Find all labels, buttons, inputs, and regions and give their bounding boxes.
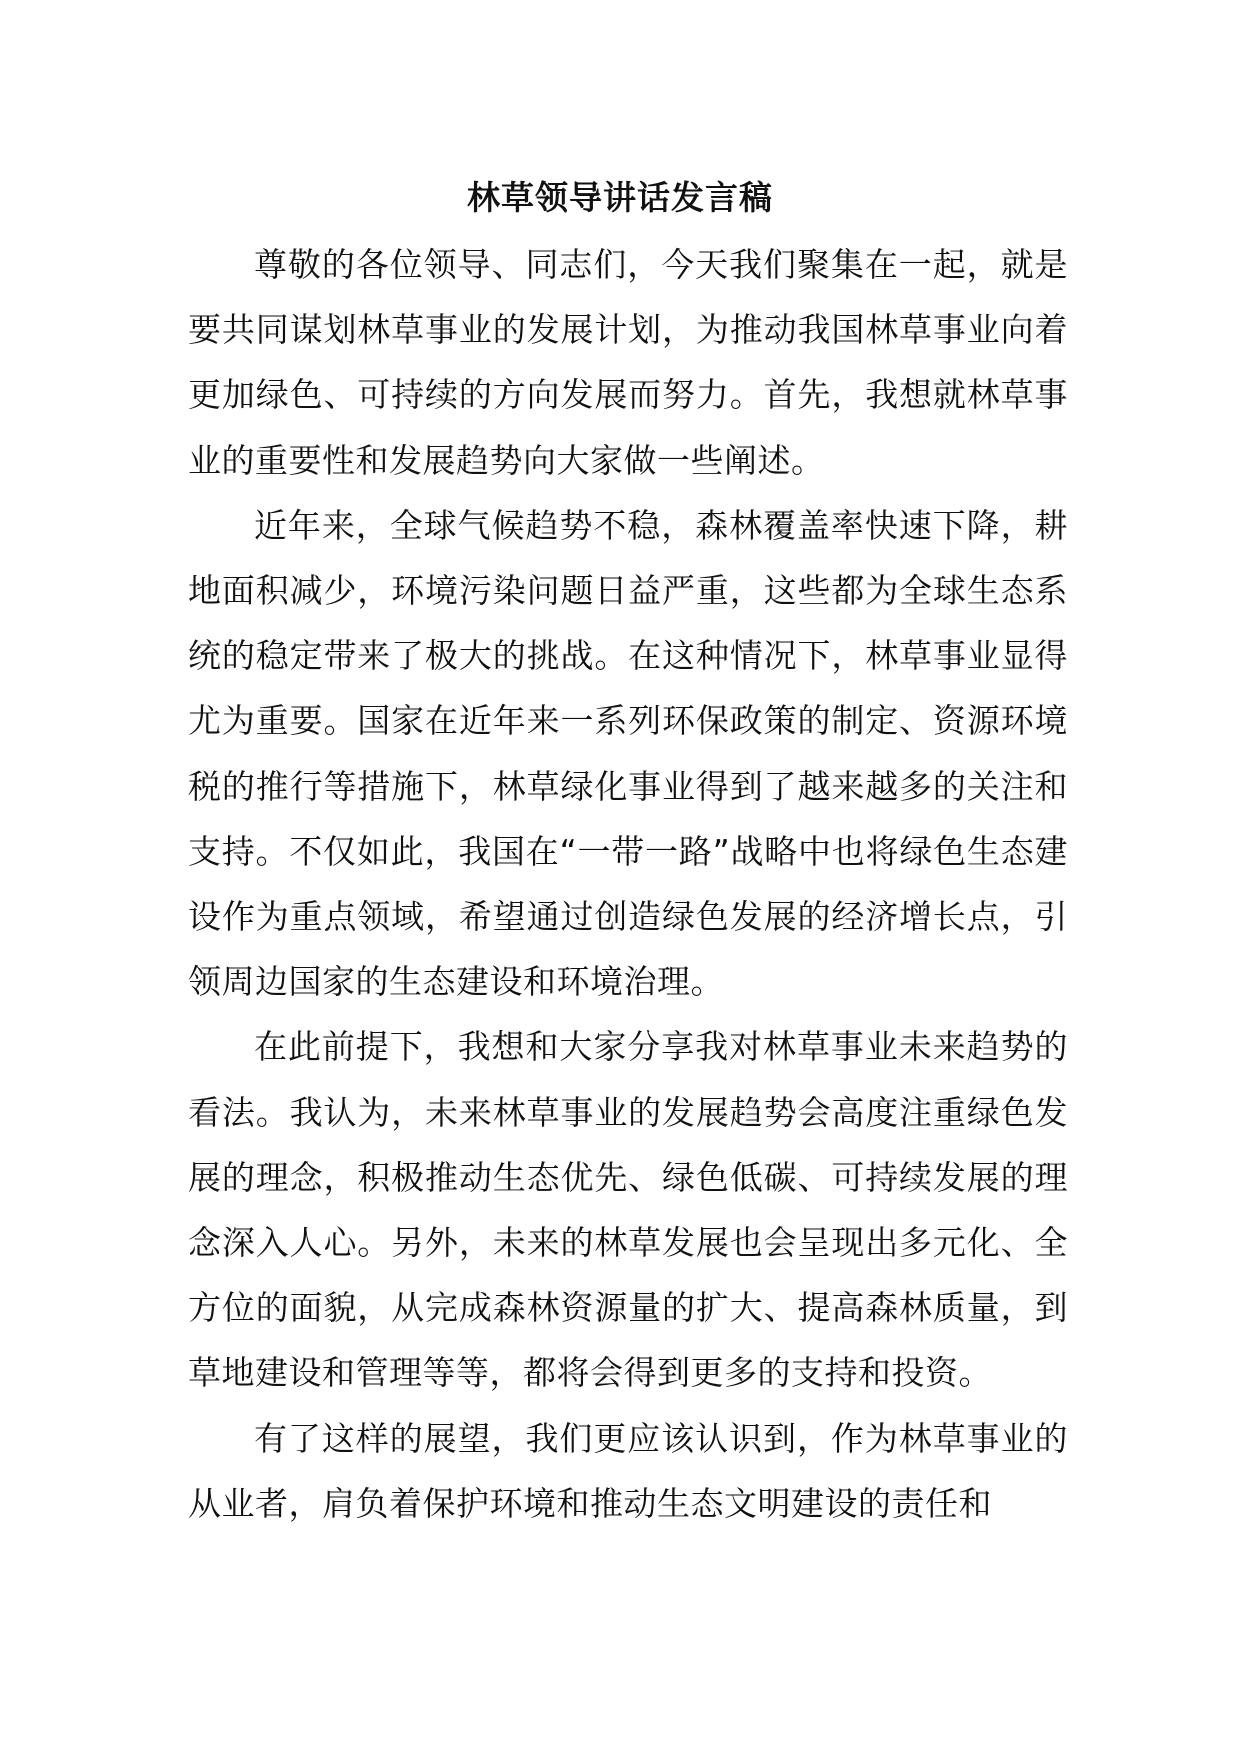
document-body — [188, 232, 1068, 1536]
paragraph-3: 在此前提下，我想和大家分享我对林草事业未来趋势的看法。我认为，未来林草事业的发展趋势会高度注重绿色发展的理念，积极推动生态优先、绿色低碳、可持续发展的理念深入人心。另外，未来的林草发展也会呈现出多元化、全方位的面貌，从完成森林资源量的扩大、提高森林质量，到草地建设和管理等等，都将会得到更多的支持和投资。 — [188, 1027, 1068, 1393]
paragraph-2: 近年来，全球气候趋势不稳，森林覆盖率快速下降，耕地面积减少，环境污染问题日益严重，这些都为全球生态系统的稳定带来了极大的挑战。在这种情况下，林草事业显得尤为重要。国家在近年来一系列环保政策的制定、资源环境税的推行等措施下，林草绿化事业得到了越来越多的关注和支持。不仅如此，我国在“一带一路”战略中也将绿色生态建设作为重点领域，希望通过创造绿色发展的经济增长点，引领周边国家的生态建设和环境治理。 — [188, 505, 1068, 1002]
paragraph-4: 有了这样的展望，我们更应该认识到，作为林草事业的从业者，肩负着保护环境和推动生态文明建设的责任和 — [188, 1418, 1068, 1523]
document-title: 林草领导讲话发言稿 — [467, 178, 773, 217]
paragraph-1: 尊敬的各位领导、同志们，今天我们聚集在一起，就是要共同谋划林草事业的发展计划，为推动我国林草事业向着更加绿色、可持续的方向发展而努力。首先，我想就林草事业的重要性和发展趋势向大家做一些阐述。 — [188, 245, 1068, 480]
